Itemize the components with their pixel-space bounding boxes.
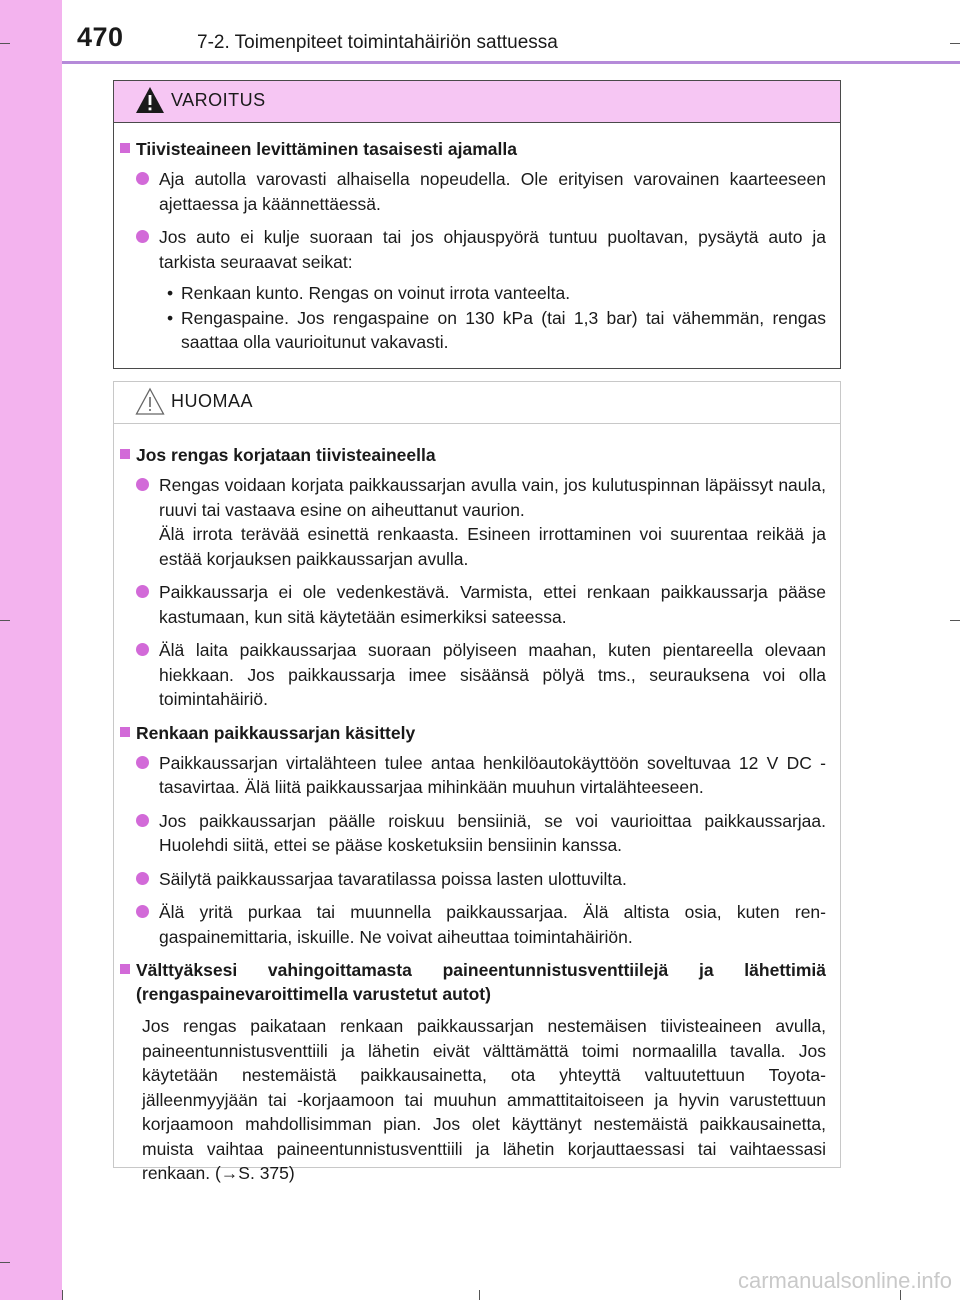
list-item: Aja autolla varovasti alhaisella nopeudella. Ole erityisen varovainen kaarteeseen ajettaessa ja käännettäessä. [136, 167, 826, 216]
footer-watermark: carmanualsonline.info [737, 1268, 952, 1293]
square-bullet-icon [120, 964, 130, 974]
warning-box-header [114, 81, 840, 123]
circle-bullet-icon [136, 756, 149, 769]
warning-heading: Tiivisteaineen levittäminen tasaisesti ajamalla [120, 137, 826, 161]
crop-mark [0, 620, 10, 621]
crop-mark [0, 43, 10, 44]
notice-box [113, 381, 841, 1183]
notice-heading: Renkaan paikkaussarjan käsittely [120, 721, 826, 745]
notice-box-header [114, 382, 840, 424]
warning-label: VAROITUS [171, 90, 266, 110]
square-bullet-icon [120, 143, 130, 153]
list-item: Älä laita paikkaussarjaa suoraan pölyiseen maahan, kuten pientareella olevaan hiekkaan. Jos paikkaussarja imee sisäänsä pölyä tms., seurauksena voi olla toimintahäiriö. [136, 638, 826, 712]
list-item: Jos auto ei kulje suoraan tai jos ohjauspyörä tuntuu puoltavan, pysäytä auto ja tarkista seuraavat seikat: [136, 225, 826, 274]
notice-label: HUOMAA [171, 391, 254, 411]
crop-mark [479, 1290, 480, 1300]
circle-bullet-icon [136, 905, 149, 918]
list-item: Paikkaussarjan virtalähteen tulee antaa henkilöautokäyttöön soveltuvaa 12 V DC -tasavirtaa. Älä liitä paikkaussarjaa mihinkään muuhun virtalähteeseen. [136, 751, 826, 800]
circle-bullet-icon [136, 585, 149, 598]
circle-bullet-icon [136, 478, 149, 491]
list-item: Jos paikkaussarjan päälle roiskuu bensiiniä, se voi vaurioittaa paikkaussarjaa. Huolehdi siitä, ettei se pääse kosketuksiin bensiinin kanssa. [136, 809, 826, 858]
crop-mark [62, 1290, 63, 1300]
circle-bullet-icon [136, 230, 149, 243]
square-bullet-icon [120, 449, 130, 459]
sub-list [167, 281, 826, 355]
circle-bullet-icon [136, 872, 149, 885]
caution-outline-triangle-icon [135, 386, 165, 421]
crop-mark [0, 1262, 10, 1263]
list-item: Paikkaussarja ei ole vedenkestävä. Varmista, ettei renkaan paikkaussarja pääse kastumaan, kun sitä käytetään esimerkiksi sateessa. [136, 580, 826, 629]
warning-box [113, 80, 841, 369]
notice-heading: Jos rengas korjataan tiivisteaineella [120, 443, 826, 467]
section-title: 7-2. Toimenpiteet toimintahäiriön sattuessa [197, 32, 558, 53]
list-item: Rengas voidaan korjata paikkaussarjan avulla vain, jos kulutuspinnan läpäissyt naula, ruuvi tai vastaava esine on aiheuttanut vaurion. Älä irrota terävää esinettä renkaasta. Esineen irrottaminen voi suurentaa reikää ja estää korjauksen paikkaussarjan avulla. [136, 473, 826, 571]
circle-bullet-icon [136, 172, 149, 185]
notice-paragraph: Jos rengas paikataan renkaan paikkaussarjan nestemäisen tiivisteaineen avulla, paineentunnistusventtiili ja lähetin eivät välttämättä toimi normaalilla tavalla. Jos käytetään nestemäistä paikkausainetta, ota yhteyttä valtuutettuun Toyota-jälleenmyyjään tai -korjaamoon tai muuhun ammattitaitoiseen ja hyvin varustettuun korjaamoon mahdollisimman pian. Jos olet käyttänyt nestemäistä paikkausainetta, muista vaihtaa paineentunnistusventtiili ja lähetin korjauttaessasi tai vaihtaessasi renkaan. (→S. 375) [142, 1016, 826, 1183]
crop-mark [950, 620, 960, 621]
list-item: Älä yritä purkaa tai muunnella paikkaussarjaa. Älä altista osia, kuten rengaspainemittaria, iskuille. Ne voivat aiheuttaa toimintahäiriön. [136, 900, 826, 949]
square-bullet-icon [120, 727, 130, 737]
list-item: Säilytä paikkaussarjaa tavaratilassa poissa lasten ulottuvilta. [136, 867, 826, 892]
sub-list-item: • Rengaspaine. Jos rengaspaine on 130 kPa (tai 1,3 bar) tai vähemmän, rengas saattaa olla vaurioitunut vakavasti. [167, 307, 826, 352]
sub-list-item: • Renkaan kunto. Rengas on voinut irrota vanteelta. [167, 283, 571, 303]
notice-heading: Välttyäksesi vahingoittamasta paineentunnistusventtiilejä ja lähettimiä (rengaspainevaroittimella varustetut autot) [120, 958, 826, 1006]
circle-bullet-icon [136, 814, 149, 827]
warning-triangle-icon [135, 85, 165, 120]
page-number: 470 [77, 22, 124, 52]
side-color-strip [0, 0, 62, 1300]
crop-mark [950, 43, 960, 44]
circle-bullet-icon [136, 643, 149, 656]
header-rule [62, 61, 960, 64]
